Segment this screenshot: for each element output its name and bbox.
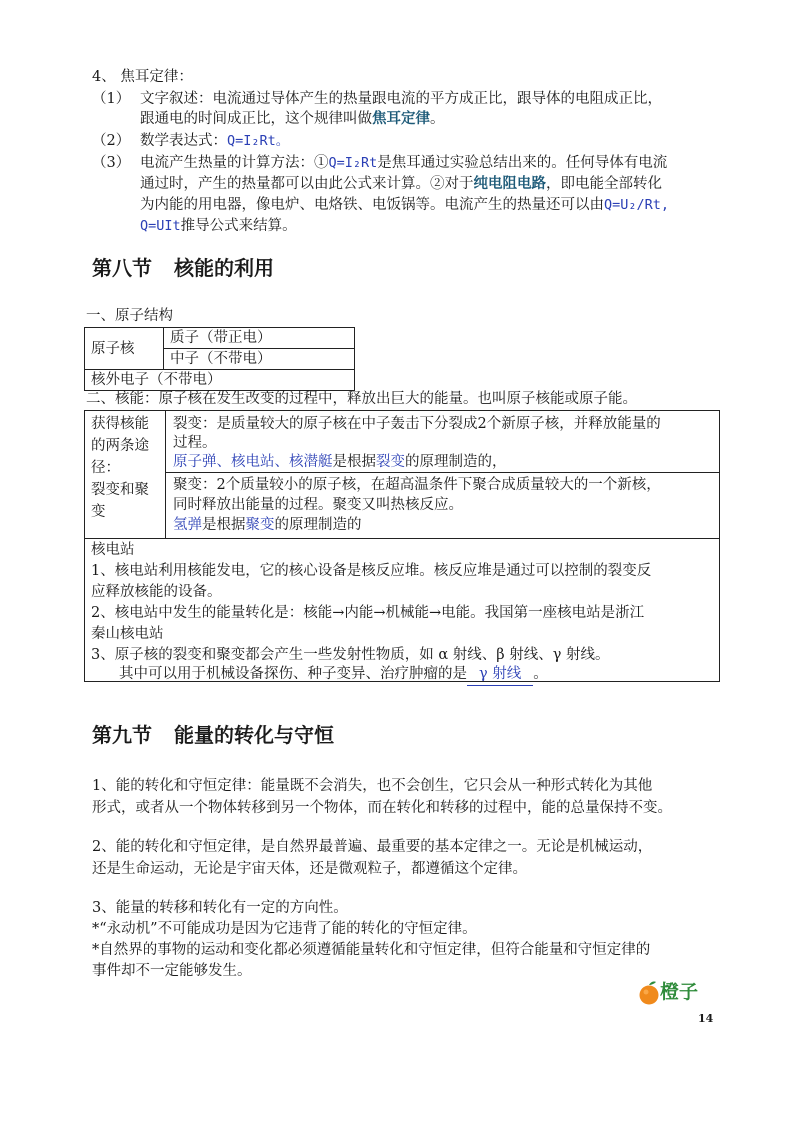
joule-item1-line1: 文字叙述：电流通过导体产生的热量跟电流的平方成正比，跟导体的电阻成正比， (140, 91, 662, 107)
plant-item1-line1: 1、核电站利用核能发电，它的核心设备是核反应堆。核反应堆是通过可以控制的裂变反 (91, 563, 652, 579)
fusion-line2: 同时释放出能量的过程。聚变又叫热核反应。 (173, 497, 463, 513)
conservation-p3-line2: *“永动机”不可能成功是因为它违背了能的转化的守恒定律。 (92, 921, 477, 937)
joule-title: 4、 焦耳定律： (92, 69, 193, 85)
ways-label-2: 的两条途 (91, 438, 149, 454)
orange-logo (638, 978, 718, 1006)
plant-item2-line1: 2、核电站中发生的能量转化是：核能→内能→机械能→电能。我国第一座核电站是浙江 (91, 605, 645, 621)
atom-heading: 一、原子结构 (86, 308, 173, 324)
plant-item3-line2: 其中可以用于机械设备探伤、种子变异、治疗肿瘤的是 γ 射线 。 (119, 663, 548, 686)
ways-label-3: 径： (91, 460, 120, 476)
conservation-p1-line1: 1、能的转化和守恒定律：能量既不会消失，也不会创生，它只会从一种形式转化为其他 (92, 778, 653, 794)
nuclear-energy-box (84, 410, 720, 682)
joule-formula: Q=I₂Rt。 (227, 133, 290, 149)
conservation-p2-line1: 2、能的转化和守恒定律，是自然界最普遍、最重要的基本定律之一。无论是机械运动， (92, 839, 653, 855)
joule-item2-number: （2） (92, 133, 131, 149)
proton-cell: 质子（带正电） (164, 328, 355, 349)
fission-line1: 裂变：是质量较大的原子核在中子轰击下分裂成2个新原子核，并释放能量的 (173, 416, 661, 432)
fusion-line3: 氢弹是根据聚变的原理制造的 (173, 517, 362, 533)
joule-item2-line: 数学表达式：Q=I₂Rt。 (140, 133, 290, 149)
plant-title: 核电站 (91, 542, 135, 558)
joule-item3-line2: 通过时，产生的热量都可以由此公式来计算。②对于纯电阻电路，即电能全部转化 (140, 175, 662, 192)
conservation-p1-line2: 形式，或者从一个物体转移到另一个物体，而在转化和转移的过程中，能的总量保持不变。 (92, 800, 672, 816)
gamma-ray-answer: γ 射线 (467, 663, 533, 686)
nuclear-intro: 二、核能：原子核在发生改变的过程中，释放出巨大的能量。也叫原子核能或原子能。 (86, 391, 637, 407)
joule-item3-line1: 电流产生热量的计算方法：①Q=I₂Rt是焦耳通过实验总结出来的。任何导体有电流 (140, 155, 668, 171)
fusion-line1: 聚变：2个质量较小的原子核，在超高温条件下聚合成质量较大的一个新核， (173, 477, 661, 493)
joule-item1-number: （1） (92, 91, 131, 107)
nucleus-cell: 原子核 (85, 328, 164, 370)
joule-law-term: 焦耳定律 (372, 110, 430, 127)
pure-resistance-term: 纯电阻电路 (473, 175, 546, 192)
electron-cell: 核外电子（不带电） (85, 370, 355, 391)
conservation-p2-line2: 还是生命运动，无论是宇宙天体，还是微观粒子，都遵循这个定律。 (92, 861, 527, 877)
joule-item3-line4: Q=UIt推导公式来结算。 (140, 218, 297, 234)
plant-item3-line1: 3、原子核的裂变和聚变都会产生一些发射性物质，如 α 射线、β 射线、γ 射线。 (91, 647, 610, 663)
neutron-cell: 中子（不带电） (164, 349, 355, 370)
joule-item1-line2: 跟通电的时间成正比，这个规律叫做焦耳定律。 (140, 110, 445, 127)
logo-text: 橙子 (660, 981, 699, 1003)
page-number: 14 (698, 1012, 714, 1025)
fission-line3: 原子弹、核电站、核潜艇是根据裂变的原理制造的， (173, 454, 507, 470)
conservation-p3-line4: 事件却不一定能够发生。 (92, 963, 252, 979)
ways-label-5: 变 (91, 504, 106, 520)
conservation-p3-line3: *自然界的事物的运动和变化都必须遵循能量转化和守恒定律，但符合能量和守恒定律的 (92, 942, 651, 958)
conservation-p3-line1: 3、能量的转移和转化有一定的方向性。 (92, 900, 348, 916)
atom-structure-table (84, 327, 355, 391)
plant-item1-line2: 应释放核能的设备。 (91, 584, 222, 600)
section8-heading: 第八节 核能的利用 (92, 256, 274, 280)
fission-line2: 过程。 (173, 435, 217, 451)
orange-fruit-icon (638, 980, 660, 1006)
joule-item3-number: （3） (92, 155, 131, 171)
joule-item3-line3: 为内能的用电器，像电炉、电烙铁、电饭锅等。电流产生的热量还可以由Q=U₂/Rt, (140, 197, 670, 213)
plant-item2-line2: 秦山核电站 (91, 626, 164, 642)
section9-heading: 第九节 能量的转化与守恒 (92, 723, 334, 747)
ways-label-4: 裂变和聚 (91, 482, 149, 498)
ways-label-1: 获得核能 (91, 416, 149, 432)
